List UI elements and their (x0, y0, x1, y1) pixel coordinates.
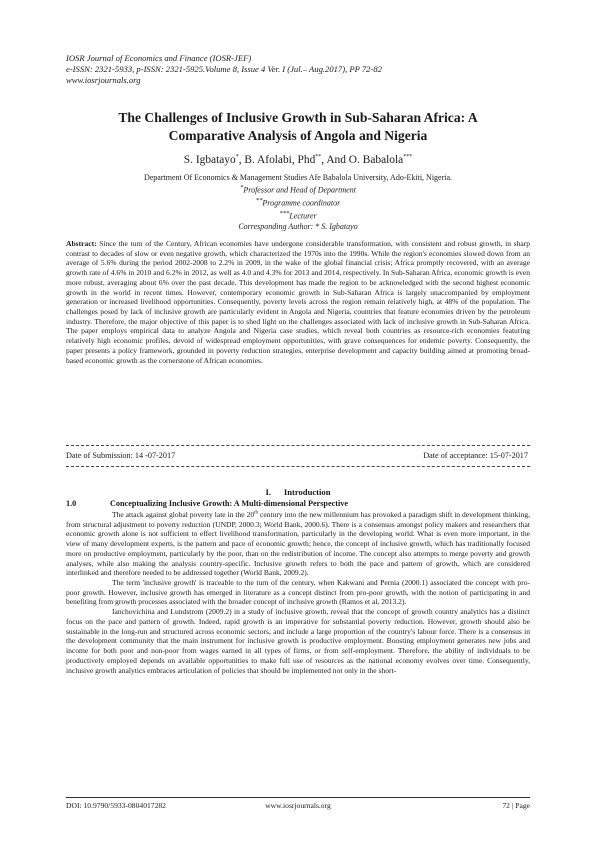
paragraph-2: The term 'inclusive growth' is traceable to the turn of the century, when Kakwani and Pernia (2000.1) associated the concept with pro-poor growth. However, inclusive growth has emerged in literature as a concept distinct from pro-poor growth, with the notion of participating in and benefiting from growth processes associated with the broader concept of inclusive growth (Ramos et al, 2013.2). (66, 578, 530, 607)
author-2: , B. Afolabi, Phd (238, 154, 316, 166)
footer-divider (66, 797, 530, 798)
footer-website: www.iosrjournals.org (265, 801, 331, 810)
author-2-mark: ** (315, 154, 322, 161)
note-2-mark: ** (255, 197, 263, 205)
subsection-heading (66, 499, 348, 508)
department: Department Of Economics & Management Studies Afe Babalola University, Ado-Ekiti, Nigeria. (143, 173, 453, 182)
abstract-text: Since the turn of the Century, African economies have undergone considerable transformation, with consistent and robust growth, in sharp contrast to decades of slow or even negative growth, which characterized the 1970s into the 1990s. While the region's economies slowed down from an average of 5.6% during the period 2002-2008 to 2.2% in 2009, in the wake of the global financial crisis; Africa promptly recovered, with an average growth rate of 4.6% in 2010 and 6.2% in 2012, as well as 4.0 and 4.3% for 2013 and 2014, respectively. In Sub-Saharan Africa, economic growth is even more robust, averaging about 6% over the past decade. This development has made the region to be acknowledged with the second highest economic growth in the world in recent times. However, contemporary economic growth in Sub-Saharan Africa is largely unaccompanied by employment generation or increased livelihood opportunities. Consequently, poverty levels across the region remain relatively high, at 48% of the population. The challenges posed by lack of inclusive growth are particularly evident in Angola and Nigeria, countries that feature economies driven by the petroleum industry. Therefore, the major objective of this paper is to shed light on the challenges associated with lack of inclusive growth in Sub-Saharan Africa. The paper employs empirical data to analyze Angola and Nigeria case studies, which reveal both countries as resource-rich economies featuring relatively high economic profiles, devoid of widespread employment opportunities, with grave consequences for endemic poverty. Consequently, the paper presents a policy framework, grounded in poverty reduction strategies, enterprise development and capacity building aimed at promoting broad-based economic growth as the cornerstone of African economies. (66, 239, 530, 365)
corresponding-author: Corresponding Author: * S. Igbatayo (238, 221, 358, 231)
author-3-mark: *** (403, 154, 413, 161)
note-3-text: Lecturer (289, 211, 317, 221)
paragraph-1-start: The attack against global poverty late in the 20 (112, 510, 255, 519)
abstract (66, 239, 530, 365)
paragraph-1 (66, 510, 530, 578)
dates-bottom-divider (66, 466, 530, 467)
author-1: S. Igbatayo (183, 154, 236, 166)
affiliation-note-3 (66, 209, 530, 222)
paragraph-1-rest: century into the new millennium has provoked a paradigm shift in development thinking, from structural adjustment to poverty reduction (UNDP, 2000.3; World Bank, 2000.6). There is a consensus amongst policy makers and researchers that economic growth alone is not sufficient to effect livelihood transformation, particularly in the developing world. What is even more important, in the view of many development experts, is the pattern and pace of economic growth; hence, the concept of inclusive growth, which has traditionally focused more on productive employment, particularly by the poor, than on the redistribution of income. The concept also attempts to merge poverty and growth analyses, while also making the analysis country-specific. Inclusive growth refers to both the pace and pattern of growth, which are considered interlinked and therefore needed to be addressed together (World Bank, 2009.2). (66, 510, 530, 578)
note-1-text: Professor and Head of Department (243, 185, 356, 195)
author-3: , And O. Babalola (321, 154, 404, 166)
subsection-number: 1.0 (66, 499, 77, 508)
subsection-title: Conceptualizing Inclusive Growth: A Multi-dimensional Perspective (110, 499, 348, 508)
title-line-1: The Challenges of Inclusive Growth in Sub-Saharan Africa: A (118, 110, 478, 125)
author-1-mark: * (235, 154, 239, 161)
author-list (66, 154, 530, 166)
note-2-text: Programme coordinator (262, 198, 341, 208)
acceptance-date: Date of acceptance: 15-07-2017 (423, 451, 528, 460)
affiliation-note-2 (66, 196, 530, 209)
affiliations (66, 173, 530, 232)
paper-title (66, 109, 530, 144)
footer-doi: DOI: 10.9790/5933-0804017282 (66, 801, 166, 810)
section-heading: I. Introduction (265, 487, 331, 497)
dates-row (66, 451, 530, 460)
dates-top-divider (66, 445, 530, 446)
journal-name: IOSR Journal of Economics and Finance (IOSR-JEF) (66, 53, 252, 63)
page-footer (66, 801, 530, 810)
paragraph-1-superscript: th (254, 510, 259, 516)
journal-issn: e-ISSN: 2321-5933, p-ISSN: 2321-5925.Volume 8, Issue 4 Ver. I (Jul.– Aug.2017), PP 72-82 (66, 64, 382, 75)
note-3-mark: *** (279, 209, 290, 217)
paragraph-3: Ianchovichina and Lundstrom (2009.2) in a study of inclusive growth, reveal that the concept of growth country analytics has a distinct focus on the pace and pattern of growth. Indeed, rapid growth is an imperative for substantial poverty reduction. However, growth should also be sustainable in the long-run and structured across economic sectors, and include a large proportion of the country's labour force. There is a consensus in the development community that the main instrument for inclusive growth is productive employment. Boosting employment generates new jobs and income for both poor and non-poor from wages earned in all types of firms, or from self-employment. Therefore, the ability of individuals to be productively employed depends on available opportunities to make full use of resources as the national economy evolves over time. Consequently, inclusive growth analytics embraces articulation of policies that should be implemented not only in the short- (66, 607, 530, 675)
introduction-body (66, 510, 530, 675)
title-line-2: Comparative Analysis of Angola and Nigeria (168, 127, 428, 143)
affiliation-note-1 (66, 183, 530, 196)
note-1-mark: * (240, 184, 244, 192)
submission-date: Date of Submission: 14 -07-2017 (66, 451, 176, 460)
abstract-label: Abstract: (66, 239, 97, 248)
journal-header (66, 53, 382, 87)
page-number: 72 | Page (502, 801, 530, 810)
journal-website: www.iosrjournals.org (66, 75, 141, 86)
